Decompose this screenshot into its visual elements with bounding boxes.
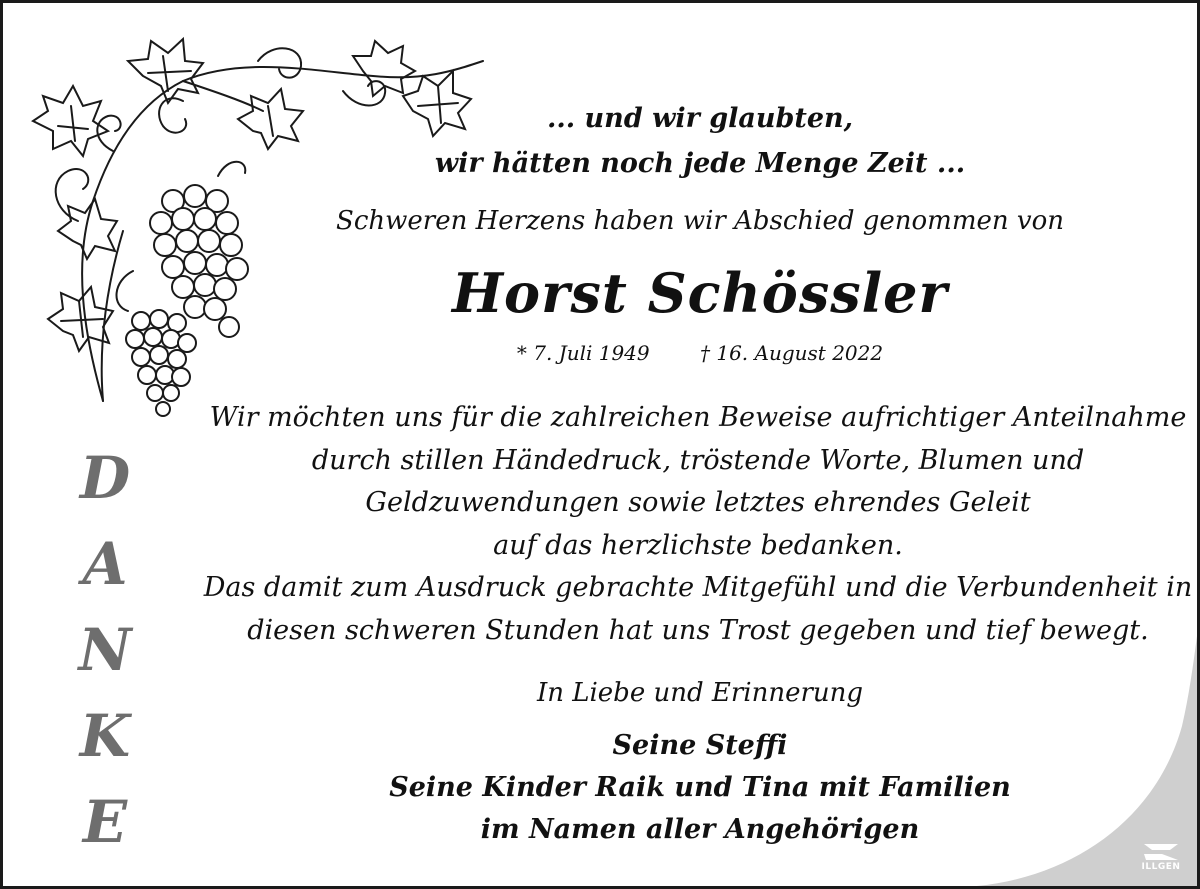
- death-date: † 16. August 2022: [700, 341, 884, 365]
- publisher-logo: [1137, 840, 1185, 872]
- message-line: Das damit zum Ausdruck gebrachte Mitgefühl und die Verbundenheit in: [203, 572, 1193, 603]
- danke-vertical-word: [65, 435, 145, 865]
- signature-line: im Namen aller Angehörigen: [480, 814, 920, 845]
- deceased-name: Horst Schössler: [452, 261, 948, 325]
- message-line: durch stillen Händedruck, tröstende Worte, Blumen und: [311, 444, 1085, 476]
- publisher-logo-icon: [1140, 840, 1182, 862]
- danke-letter: E: [82, 788, 128, 856]
- closing-line: In Liebe und Erinnerung: [536, 678, 864, 708]
- signature-line: Seine Steffi: [612, 730, 788, 761]
- message-line: Geldzuwendungen sowie letztes ehrendes Geleit: [365, 487, 1031, 518]
- life-dates: [233, 341, 1167, 365]
- danke-letter: D: [79, 444, 131, 512]
- danke-letter: A: [82, 530, 128, 598]
- message-line: Wir möchten uns für die zahlreichen Beweise aufrichtiger Anteilnahme: [209, 402, 1187, 433]
- heading-line-2: wir hätten noch jede Menge Zeit ...: [434, 148, 966, 179]
- message-line: auf das herzlichste bedanken.: [493, 529, 903, 561]
- message-line: diesen schweren Stunden hat uns Trost gegeben und tief bewegt.: [247, 614, 1149, 646]
- logo-text: ILLGEN: [1141, 862, 1181, 872]
- danke-letter: K: [79, 702, 131, 770]
- intro-text: Schweren Herzens haben wir Abschied genommen von: [336, 206, 1064, 236]
- birth-date: * 7. Juli 1949: [516, 341, 650, 365]
- heading-line-1: ... und wir glaubten,: [546, 103, 854, 134]
- danke-letter: N: [78, 616, 132, 684]
- thank-you-message: [203, 397, 1193, 652]
- signature-line: Seine Kinder Raik und Tina mit Familien: [389, 772, 1011, 803]
